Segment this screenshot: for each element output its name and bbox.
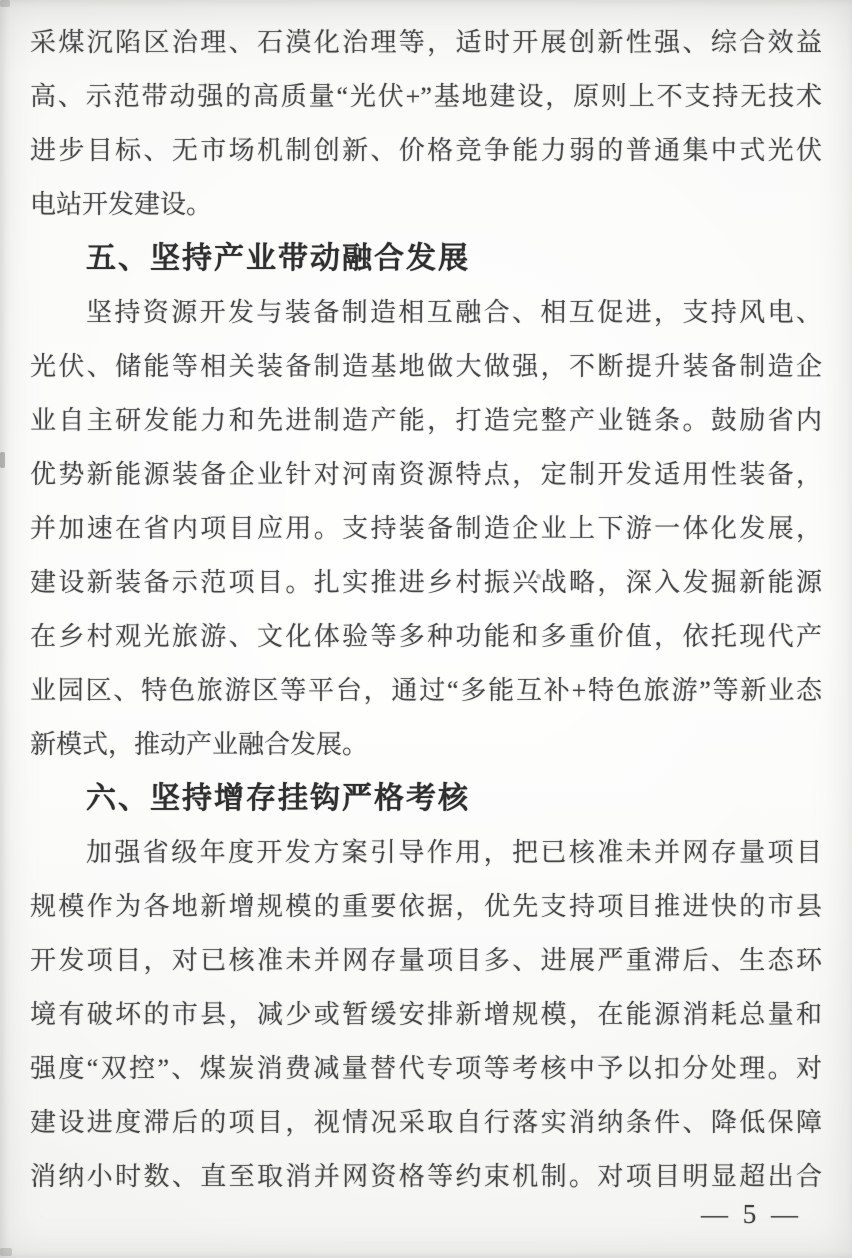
scan-speck [536,574,541,579]
text-line: 建设新装备示范项目。扎实推进乡村振兴战略，深入发掘新能源 [30,568,822,597]
text-line: 并加速在省内项目应用。支持装备制造企业上下游一体化发展， [30,514,822,543]
text-line: 开发项目，对已核准未并网存量项目多、进展严重滞后、生态环 [30,946,822,975]
scan-speck [0,0,10,7]
text-line: 建设进度滞后的项目，视情况采取自行落实消纳条件、降低保障 [30,1108,822,1137]
text-line: 境有破坏的市县，减少或暂缓安排新增规模，在能源消耗总量和 [30,1000,822,1029]
text-line: 光伏、储能等相关装备制造基地做大做强，不断提升装备制造企 [30,352,822,381]
text-line: 进步目标、无市场机制创新、价格竞争能力弱的普通集中式光伏 [30,136,822,165]
text-line: 消纳小时数、直至取消并网资格等约束机制。对项目明显超出合 [30,1162,822,1191]
text-line: 强度“双控”、煤炭消费减量替代专项等考核中予以扣分处理。对 [30,1054,822,1083]
text-line: 坚持资源开发与装备制造相互融合、相互促进，支持风电、 [86,298,822,327]
text-line: 高、示范带动强的高质量“光伏+”基地建设，原则上不支持无技术 [30,82,822,111]
text-line: 优势新能源装备企业针对河南资源特点，定制开发适用性装备， [30,460,822,489]
text-line: 业园区、特色旅游区等平台，通过“多能互补+特色旅游”等新业态 [30,676,822,705]
text-line: 加强省级年度开发方案引导作用，把已核准未并网存量项目 [86,838,822,867]
document-text [30,16,822,1204]
text-line: 业自主研发能力和先进制造产能，打造完整产业链条。鼓励省内 [30,406,822,435]
scan-speck [0,1248,12,1256]
text-line: 规模作为各地新增规模的重要依据，优先支持项目推进快的市县 [30,892,822,921]
page-number: — 5 — [701,1199,802,1229]
section-heading: 六、坚持增存挂钩严格考核 [86,782,470,815]
text-line: 新模式，推动产业融合发展。 [30,730,369,759]
text-line: 采煤沉陷区治理、石漠化治理等，适时开展创新性强、综合效益 [30,28,822,57]
text-line: 在乡村观光旅游、文化体验等多种功能和多重价值，依托现代产 [30,622,822,651]
section-heading: 五、坚持产业带动融合发展 [86,242,470,275]
scan-speck [0,452,5,468]
scan-speck [799,1062,803,1070]
text-line: 电站开发建设。 [30,190,213,219]
